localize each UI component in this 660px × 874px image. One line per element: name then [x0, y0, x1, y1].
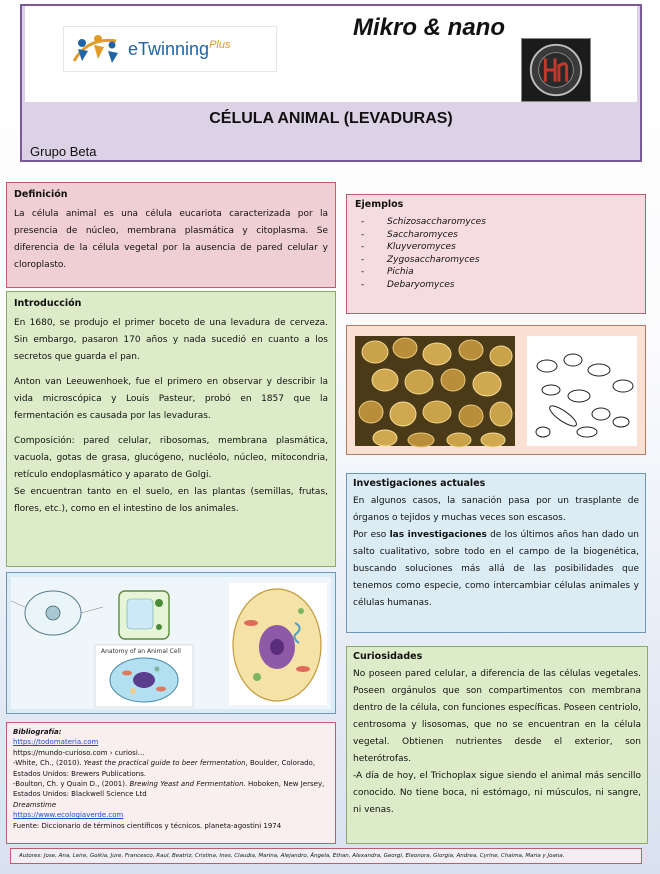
curiosities-box	[346, 646, 648, 844]
authors-footer: Autores: Jose, Ana, Leire, Goikia, Jure, Francesco, Raul, Beatriz, Cristina, Ines, Claudia, Marina, Alejandro, Ángela, Ethan, Alexandra, Georgi, Eleonora, Giorgia, Andrea, Cyrine, Chaima, Maria y Joana.	[10, 848, 642, 864]
cell-diagrams-box	[6, 572, 336, 714]
animal-cell-anatomy-image	[95, 645, 193, 707]
main-title: CÉLULA ANIMAL (LEVADURAS)	[209, 110, 453, 127]
list-item: - Zygosaccharomyces	[361, 254, 480, 265]
bibliography-box	[6, 722, 336, 844]
composition-paragraph: Composición: pared celular, ribosomas, membrana plasmática, vacuola, gotas de grasa, glucógeno, nucléolo, núcleo, mitocondria, retículo endoplasmático y aparato de Golgi.	[14, 436, 328, 480]
list-item: - Debaryomyces	[361, 279, 455, 290]
research-box	[346, 473, 646, 633]
bibliography-reference: -Boulton, Ch. y Quain D., (2001). Brewing Yeast and Fermentation. Hoboken, New Jersey, Estados Unidos: Blackwell Science Ltd	[13, 780, 325, 799]
yeast-images	[351, 330, 641, 450]
site-title: Mikro & nano	[352, 14, 505, 41]
curiosities-paragraph: No poseen pared celular, a diferencia de las células vegetales. Poseen orgánulos que son compartimentos con membrana dentro de la célula, con funciones específicas. Poseen centriolo, centrosoma y lisosomas, que no se encuentran en la célula vegetal. Obtienen nutrientes desde el exterior, son heterótrofas.	[353, 669, 641, 764]
cell-diagrams-image	[11, 577, 331, 709]
definition-box	[6, 182, 336, 288]
curiosities-heading: Curiosidades	[353, 651, 423, 662]
etwinning-logo	[63, 26, 277, 72]
examples-heading: Ejemplos	[355, 199, 404, 210]
examples-box	[346, 194, 646, 314]
examples-list	[355, 216, 637, 291]
research-paragraph: En algunos casos, la sanación pasa por un trasplante de órganos o tejidos y muchas veces son escasos.	[353, 496, 639, 523]
bibliography-reference: -White, Ch., (2010). Yeast the practical guide to beer fermentation, Boulder, Colorado, Estados Unidos: Brewers Publications.	[13, 759, 316, 778]
poster-header	[20, 4, 642, 162]
bibliography-heading: Bibliografía:	[13, 728, 62, 736]
research-heading: Investigaciones actuales	[353, 478, 486, 489]
project-emblem-icon	[521, 38, 591, 102]
yeast-images-box	[346, 325, 646, 455]
curiosities-paragraph: -A día de hoy, el Trichoplax sigue siendo el animal más sencillo conocido. No tiene boca, ni estómago, ni músculos, ni sangre, ni venas.	[353, 771, 641, 815]
introduction-paragraph: Anton van Leeuwenhoek, fue el primero en observar y describir la vida microscópica y Louis Pasteur, probó en 1857 que la fermentación es causada por las levaduras.	[14, 377, 328, 421]
header-white-band	[25, 6, 637, 102]
habitat-paragraph: Se encuentran tanto en el suelo, en las plantas (semillas, frutas, flores, etc.), como en el intestino de los animales.	[14, 487, 328, 514]
list-item: - Schizosaccharomyces	[361, 217, 486, 227]
introduction-heading: Introducción	[14, 298, 82, 309]
detailed-cell-image	[229, 583, 327, 705]
bibliography-link-ecologiaverde[interactable]: https://www.ecologiaverde.com	[13, 811, 124, 820]
list-item: - Kluyveromyces	[361, 242, 456, 252]
etwinning-people-icon	[68, 31, 124, 69]
yeast-microscope-photo	[355, 336, 515, 447]
list-item: - Saccharomyces	[361, 229, 458, 240]
group-name: Grupo Beta	[30, 144, 97, 159]
bibliography-link-todomateria[interactable]: https://todomateria.com	[13, 738, 99, 747]
definition-heading: Definición	[14, 189, 68, 200]
introduction-paragraph: En 1680, se produjo el primer boceto de una levadura de cerveza. Sin embargo, pasaron 170 años y nada sucedió en cuanto a los secretos que guarda el pan.	[14, 318, 328, 362]
plant-cell-diagram	[119, 591, 169, 639]
yeast-sketch	[527, 336, 637, 446]
bibliography-line: https://mundo-curioso.com › curiosi...	[13, 748, 145, 757]
introduction-box	[6, 291, 336, 567]
anatomy-caption: Anatomy of an Animal Cell	[101, 648, 181, 655]
etwinning-logo-text: eTwinning$^{Plus}$	[128, 39, 231, 59]
definition-text: La célula animal es una célula eucariota caracterizada por la presencia de núcleo, membrana plasmática y citoplasma. Se diferencia de la célula vegetal por la ausencia de pared celular y cloroplasto.	[14, 209, 328, 270]
research-paragraph: Por eso las investigaciones de los últimos años han dado un salto cualitativo, sobre todo en el campo de la biogenética, buscando soluciones más allá de las posibilidades que tenemos como especie, como intercambiar células animales y células humanas.	[353, 530, 639, 608]
bibliography-line: Dreamstime	[13, 800, 57, 809]
list-item: - Pichia	[361, 267, 414, 277]
bibliography-line: Fuente: Diccionario de términos científicos y técnicos. planeta-agostini 1974	[13, 821, 282, 830]
